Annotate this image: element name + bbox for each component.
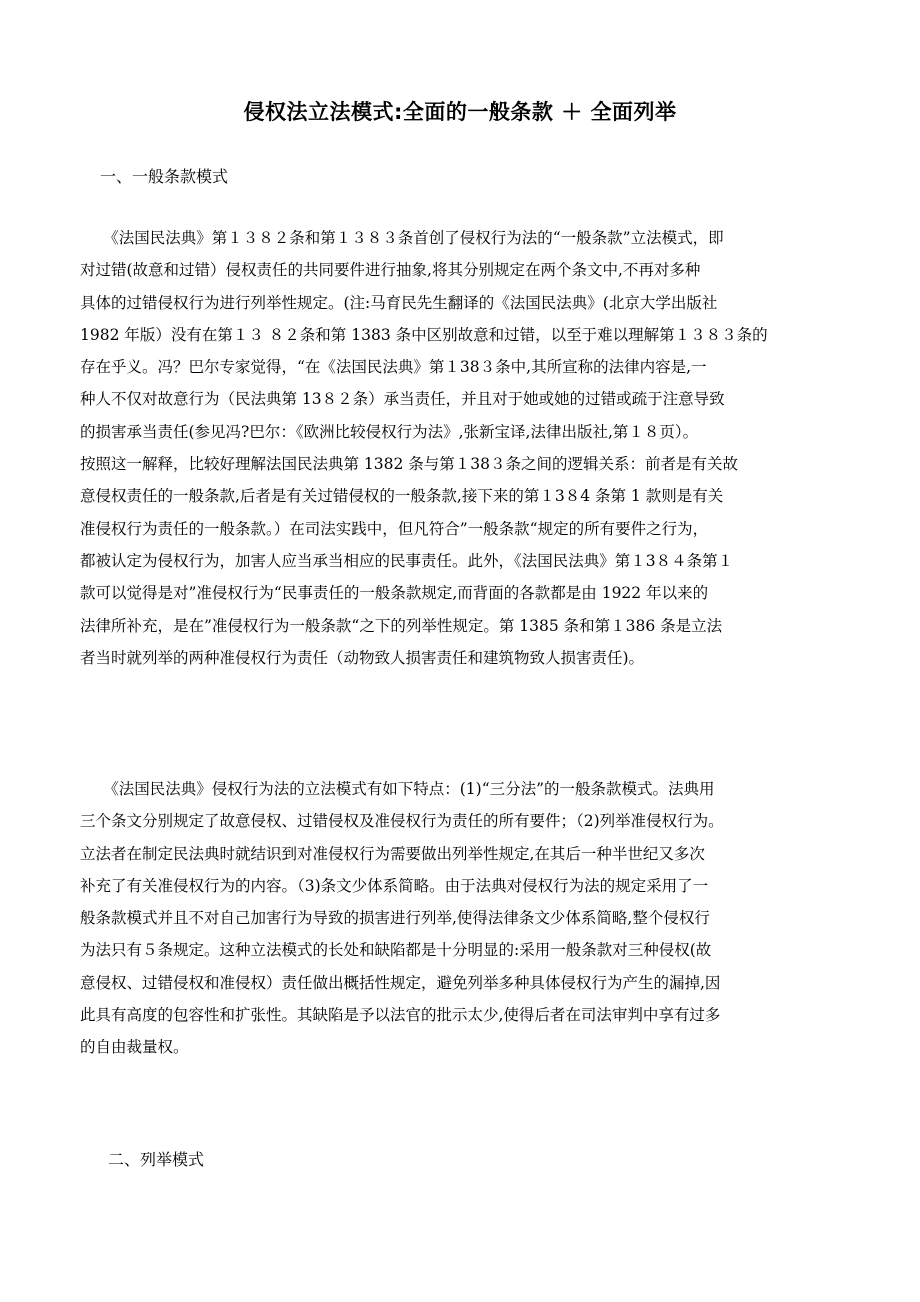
paragraph-line: 般条款模式并且不对自己加害行为导致的损害进行列举,使得法律条文少体系简略,整个侵权行 xyxy=(80,909,710,928)
paragraph-line: 的自由裁量权。 xyxy=(80,1038,189,1057)
paragraph-line: 具体的过错侵权行为进行列举性规定。(注:马育民先生翻译的《法国民法典》(北京大学出版社 xyxy=(80,293,718,312)
paragraph-line: 此具有高度的包容性和扩张性。其缺陷是予以法官的批示太少,使得后者在司法审判中享有过多 xyxy=(80,1006,721,1025)
paragraph-line: 都被认定为侵权行为，加害人应当承当相应的民事责任。此外，《法国民法典》第１3８４条第１ xyxy=(80,551,734,570)
paragraph-line: 存在乎义。冯？巴尔专家觉得，“在《法国民法典》第１38３条中,其所宣称的法律内容是,一 xyxy=(80,358,707,377)
paragraph-line: 法律所补充，是在”准侵权行为一般条款“之下的列举性规定。第 1385 条和第１386 条是立法 xyxy=(80,616,723,635)
section-heading-enumeration: 二、列举模式 xyxy=(108,1150,205,1169)
section-heading-general-clause: 一、一般条款模式 xyxy=(100,167,229,186)
paragraph-line: 对过错(故意和过错）侵权责任的共同要件进行抽象,将其分别规定在两个条文中,不再对多种 xyxy=(80,261,701,280)
paragraph-line: 《法国民法典》第１３８２条和第１３８３条首创了侵权行为法的“一般条款”立法模式，即 xyxy=(80,229,724,247)
paragraph-line: 者当时就列举的两种准侵权行为责任（动物致人损害责任和建筑物致人损害责任)。 xyxy=(80,648,645,667)
paragraph-line: 的损害承当责任(参见冯?巴尔：《欧洲比较侵权行为法》,张新宝译,法律出版社,第１８页）。 xyxy=(80,422,699,441)
paragraph-line: 意侵权责任的一般条款,后者是有关过错侵权的一般条款,接下来的第１3８4 条第 1 款则是有关 xyxy=(80,487,724,506)
paragraph-line: 立法者在制定民法典时就结识到对准侵权行为需要做出列举性规定,在其后一种半世纪又多次 xyxy=(80,844,705,863)
document-title: 侵权法立法模式:全面的一般条款 ＋ 全面列举 xyxy=(243,100,677,124)
paragraph-line: 三个条文分别规定了故意侵权、过错侵权及准侵权行为责任的所有要件；（2)列举准侵权行为。 xyxy=(80,812,724,831)
paragraph-line: 准侵权行为责任的一般条款。）在司法实践中，但凡符合”一般条款“规定的所有要件之行为， xyxy=(80,519,709,538)
paragraph-line: 《法国民法典》侵权行为法的立法模式有如下特点：(1)“三分法”的一般条款模式。法典用 xyxy=(80,780,715,798)
paragraph-french-civil-code xyxy=(80,222,842,674)
paragraph-line: 款可以觉得是对”准侵权行为“民事责任的一般条款规定,而背面的各款都是由 1922 年以来的 xyxy=(80,584,709,603)
paragraph-legislative-features xyxy=(80,773,842,1064)
paragraph-line: 按照这一解释，比较好理解法国民法典第 1382 条与第１38３条之间的逻辑关系：前者是有关故 xyxy=(80,455,739,474)
paragraph-line: 为法只有５条规定。这种立法模式的长处和缺陷都是十分明显的:采用一般条款对三种侵权(故 xyxy=(80,941,712,960)
paragraph-line: 补充了有关准侵权行为的内容。（3)条文少体系简略。由于法典对侵权行为法的规定采用了一 xyxy=(80,876,709,895)
paragraph-line: 意侵权、过错侵权和准侵权）责任做出概括性规定，避免列举多种具体侵权行为产生的漏掉,因 xyxy=(80,973,721,992)
paragraph-line: 种人不仅对故意行为（民法典第 13８２条）承当责任，并且对于她或她的过错或疏于注意导致 xyxy=(80,390,725,409)
paragraph-line: 1982 年版）没有在第１３ ８２条和第 1383 条中区别故意和过错，以至于难以理解第１３８３条的 xyxy=(80,325,768,344)
